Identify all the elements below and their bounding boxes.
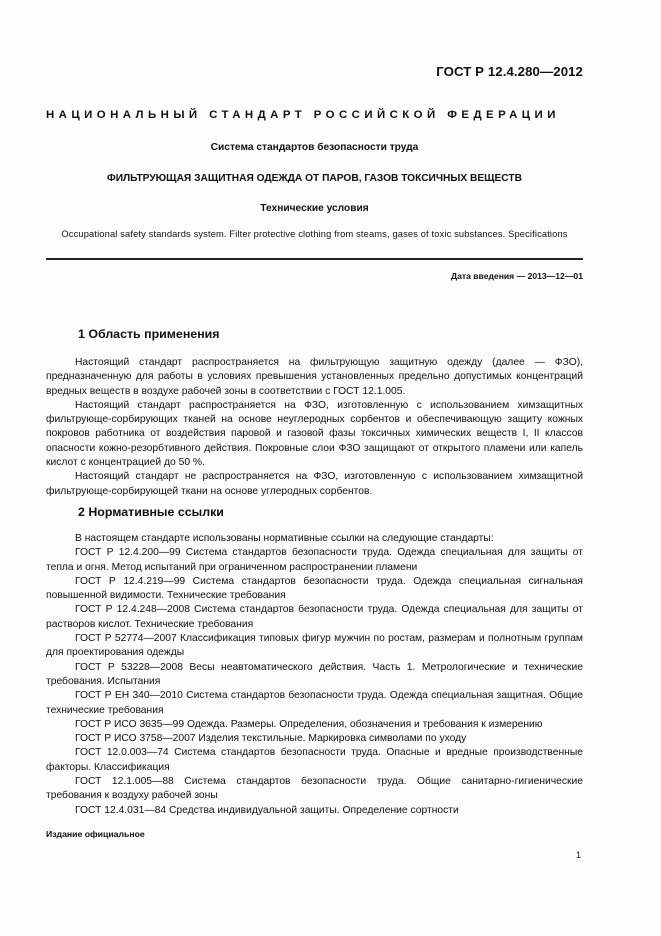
section-1-body xyxy=(46,356,583,499)
reference-item: ГОСТ Р 12.4.219—99 Система стандартов безопасности труда. Одежда специальная сигнальная повышенной видимости. Технические требования xyxy=(46,575,583,602)
title-divider xyxy=(46,258,583,260)
standard-series: Система стандартов безопасности труда xyxy=(210,142,419,153)
official-edition-note: Издание официальное xyxy=(46,829,145,839)
reference-item: ГОСТ 12.1.005—88 Система стандартов безопасности труда. Общие санитарно-гигиенические требования к воздуху рабочей зоны xyxy=(46,776,583,802)
reference-item: ГОСТ Р ИСО 3758—2007 Изделия текстильные. Маркировка символами по уходу xyxy=(75,733,467,745)
paragraph: В настоящем стандарте использованы нормативные ссылки на следующие стандарты: xyxy=(75,533,494,544)
national-standard-banner: НАЦИОНАЛЬНЫЙ СТАНДАРТ РОССИЙСКОЙ ФЕДЕРАЦИИ xyxy=(46,109,560,121)
section-2-heading: 2 Нормативные ссылки xyxy=(78,505,224,519)
document-subtitle: Технические условия xyxy=(260,203,369,214)
paragraph: Настоящий стандарт распространяется на ФЗО, изготовленную с использованием химзащитных фильтрующе-сорбирующих тканей на основе неуглеродных сорбентов и обеспечивающую защиту кожных покровов работника от воздействия паровой и газовой фазы токсичных химических веществ I, II классов опасности кожно-резорбтивного действия. Покровные слои ФЗО защищают от открытого пламени или капель кислот с концентрацией до 50 %. xyxy=(46,399,583,469)
reference-item: ГОСТ 12.0.003—74 Система стандартов безопасности труда. Опасные и вредные производственные факторы. Классификация xyxy=(46,747,583,773)
document-title: ФИЛЬТРУЮЩАЯ ЗАЩИТНАЯ ОДЕЖДА ОТ ПАРОВ, ГАЗОВ ТОКСИЧНЫХ ВЕЩЕСТВ xyxy=(107,173,522,184)
reference-item: ГОСТ Р ЕН 340—2010 Система стандартов безопасности труда. Одежда специальная защитная. Общие технические требования xyxy=(46,690,583,716)
english-title: Occupational safety standards system. Filter protective clothing from steams, gases of toxic substances. Specifications xyxy=(61,229,568,239)
reference-item: ГОСТ 12.4.031—84 Средства индивидуальной защиты. Определение сортности xyxy=(75,804,459,816)
reference-item: ГОСТ Р ИСО 3635—99 Одежда. Размеры. Определения, обозначения и требования к измерению xyxy=(75,718,543,730)
paragraph: Настоящий стандарт распространяется на фильтрующую защитную одежду (далее — ФЗО), предназначенную для работы в условиях превышения установленных предельно допустимых концентраций вредных веществ в воздухе рабочей зоны в соответствии с ГОСТ 12.1.005. xyxy=(46,357,583,397)
section-2-body xyxy=(46,532,583,818)
page-number: 1 xyxy=(576,850,582,860)
section-1-heading: 1 Область применения xyxy=(78,327,220,341)
reference-item: ГОСТ Р 52774—2007 Классификация типовых фигур мужчин по ростам, размерам и полнотным группам для проектирования одежды xyxy=(46,633,583,659)
paragraph: Настоящий стандарт не распространяется на ФЗО, изготовленную с использованием химзащитной фильтрующе-сорбирующей ткани на основе углеродных сорбентов. xyxy=(46,471,583,497)
reference-item: ГОСТ Р 12.4.200—99 Система стандартов безопасности труда. Одежда специальная для защиты от тепла и огня. Метод испытаний при ограниченном распространении пламени xyxy=(46,547,583,573)
document-code: ГОСТ Р 12.4.280—2012 xyxy=(436,64,583,79)
reference-item: ГОСТ Р 12.4.248—2008 Система стандартов безопасности труда. Одежда специальная для защиты от растворов кислот. Технические требования xyxy=(46,604,583,630)
effective-date: Дата введения — 2013—12—01 xyxy=(450,271,583,281)
reference-item: ГОСТ Р 53228—2008 Весы неавтоматического действия. Часть 1. Метрологические и технические требования. Испытания xyxy=(46,661,583,687)
